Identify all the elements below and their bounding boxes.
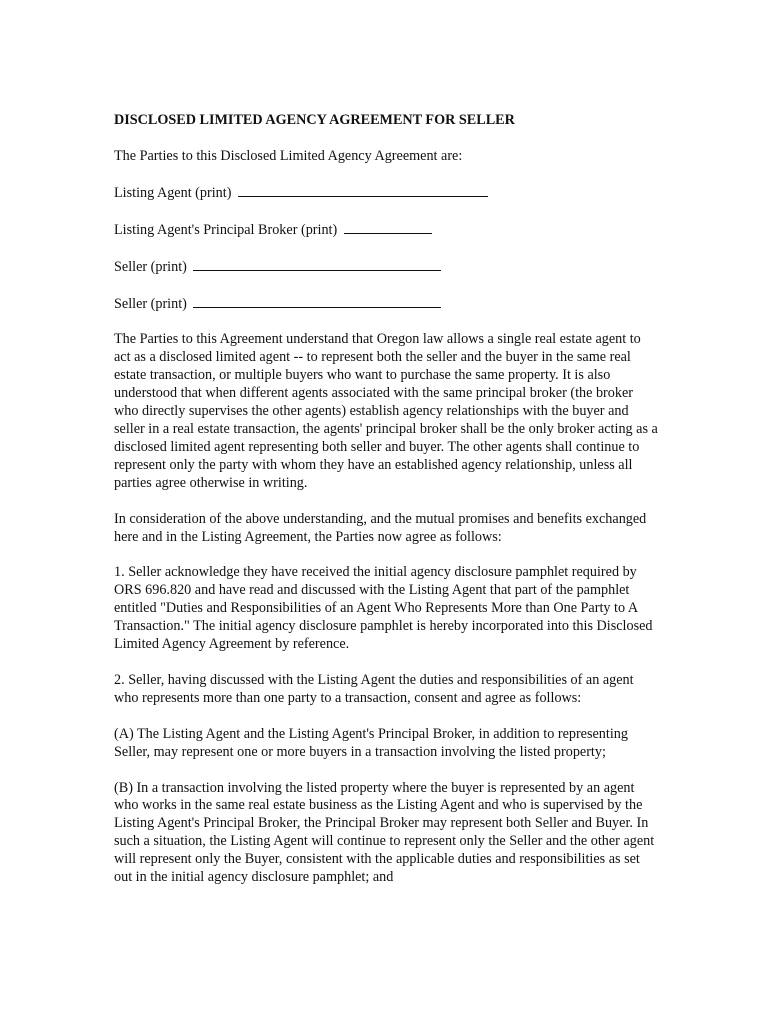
principal-broker-blank[interactable] [344,221,432,234]
document-title: DISCLOSED LIMITED AGENCY AGREEMENT FOR SELLER [114,112,515,128]
principal-broker-field [114,221,659,240]
listing-agent-blank[interactable] [238,184,488,197]
seller-2-field [114,295,659,314]
clause-2b: (B) In a transaction involving the listed property where the buyer is represented by an agent who works in the same real estate business as the Listing Agent and who is supervised by the Listing Agent's Principal Broker, the Principal Broker may represent both Seller and Buyer. In such a situation, the Listing Agent will continue to represent only the Seller and the other agent will represent only the Buyer, consistent with the applicable duties and responsibilities as set out in the initial agency disclosure pamphlet; and [114,779,655,886]
clause-2: 2. Seller, having discussed with the Listing Agent the duties and responsibilities of an agent who represents more than one party to a transaction, consent and agree as follows: [114,671,634,706]
clause-1: 1. Seller acknowledge they have received the initial agency disclosure pamphlet required by ORS 696.820 and have read and discussed with the Listing Agent that part of the pamphlet entitled "Duties and Responsibilities of an Agent Who Represents More than One Party to A Transaction." The initial agency disclosure pamphlet is hereby incorporated into this Disclosed Limited Agency Agreement by reference. [114,564,653,653]
seller-1-field [114,258,659,277]
clause-2a: (A) The Listing Agent and the Listing Agent's Principal Broker, in addition to representing Seller, may represent one or more buyers in a transaction involving the listed property; [114,725,628,760]
consideration-paragraph: In consideration of the above understanding, and the mutual promises and benefits exchanged here and in the Listing Agreement, the Parties now agree as follows: [114,510,647,545]
understanding-paragraph: The Parties to this Agreement understand that Oregon law allows a single real estate agent to act as a disclosed limited agent -- to represent both the seller and the buyer in the same real estate transaction, or multiple buyers who want to purchase the same property. It is also understood that when different agents associated with the same principal broker (the broker who directly supervises the other agents) establish agency relationships with the buyer and seller in a real estate transaction, the agents' principal broker shall be the only broker acting as a disclosed limited agent representing both seller and buyer. The other agents shall continue to represent only the party with whom they have an established agency relationship, unless all parties agree otherwise in writing. [114,331,658,491]
principal-broker-label: Listing Agent's Principal Broker (print) [114,221,338,238]
seller-2-blank[interactable] [193,295,441,308]
listing-agent-field [114,184,659,203]
seller-1-label: Seller (print) [114,258,187,275]
document-body [114,112,659,905]
listing-agent-label: Listing Agent (print) [114,184,232,201]
seller-1-blank[interactable] [193,258,441,271]
parties-intro: The Parties to this Disclosed Limited Agency Agreement are: [114,147,463,164]
seller-2-label: Seller (print) [114,295,187,312]
